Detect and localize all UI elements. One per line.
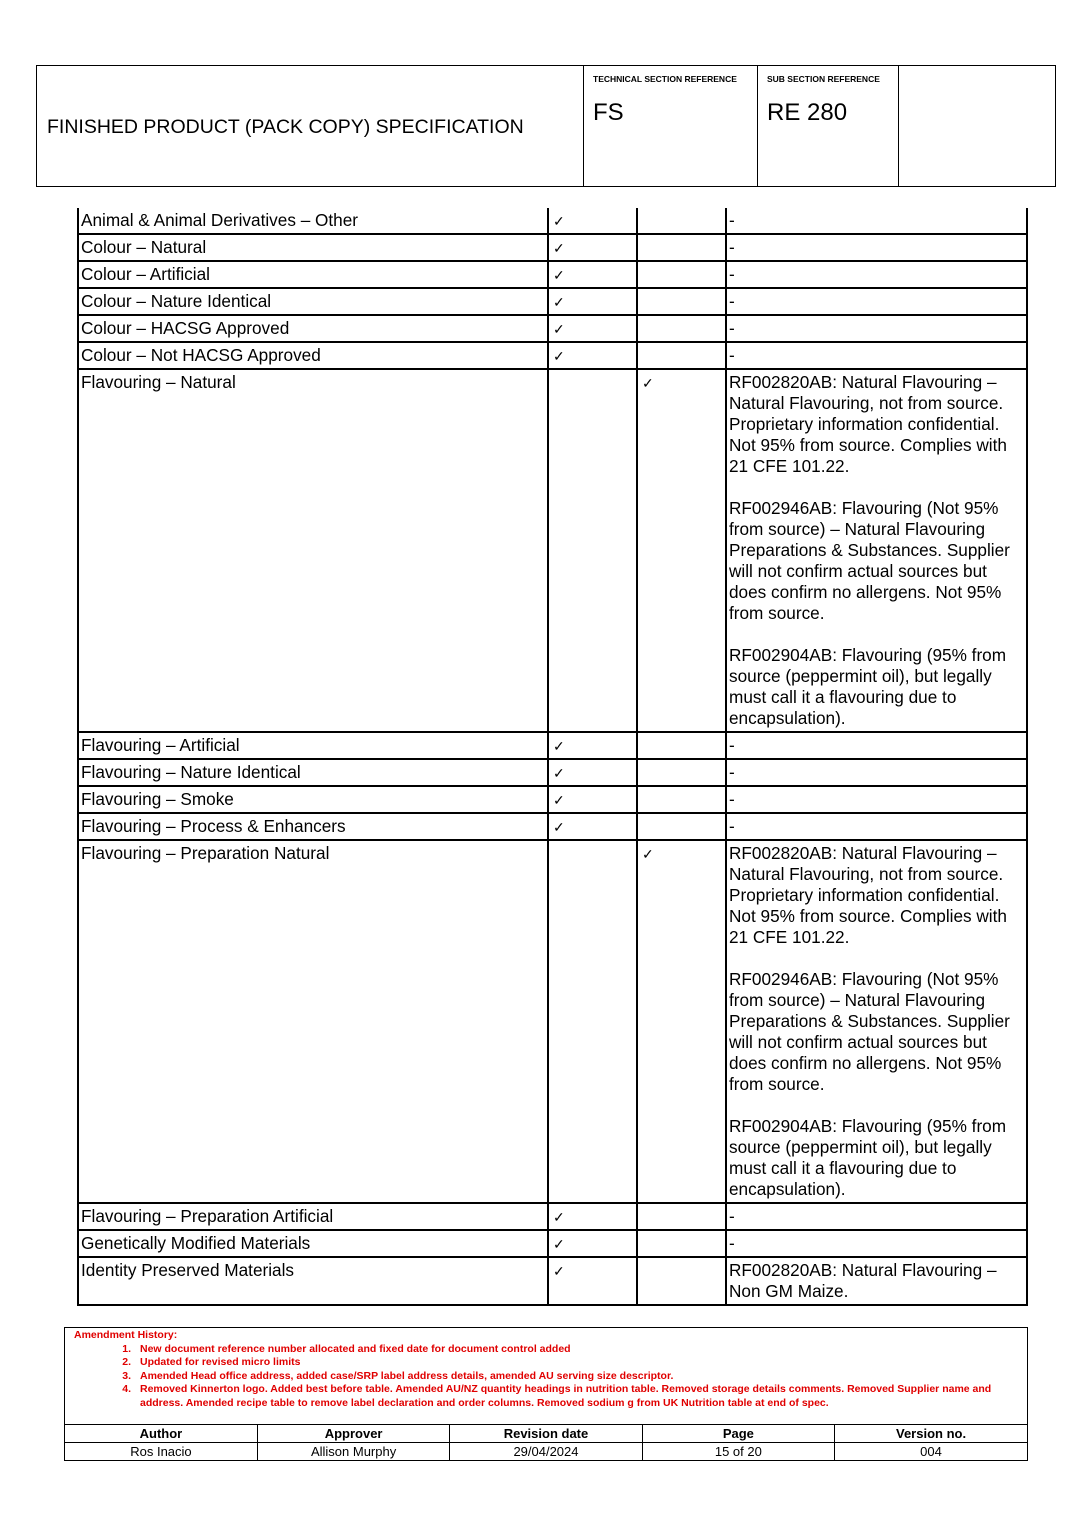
page-heading: Page bbox=[642, 1425, 834, 1443]
material-name: Colour – Natural bbox=[78, 234, 548, 261]
present-cell bbox=[637, 1257, 726, 1305]
amendment-number: 2. bbox=[122, 1356, 131, 1368]
technical-section-value: FS bbox=[593, 99, 624, 126]
present-cell bbox=[637, 342, 726, 369]
amendment-text: New document reference number allocated and fixed date for document control added bbox=[140, 1342, 571, 1355]
present-cell bbox=[637, 759, 726, 786]
comment-paragraph: RF002904AB: Flavouring (95% from source (peppermint oil), but legally must call it a flavouring due to encapsulation). bbox=[729, 1116, 1007, 1199]
present-cell bbox=[637, 369, 726, 732]
absent-cell bbox=[548, 288, 637, 315]
absent-cell bbox=[548, 234, 637, 261]
amendment-number: 4. bbox=[122, 1383, 131, 1395]
absent-cell bbox=[548, 759, 637, 786]
material-name: Flavouring – Smoke bbox=[78, 786, 548, 813]
present-cell bbox=[637, 732, 726, 759]
amendment-item bbox=[74, 1343, 1018, 1357]
technical-section-reference bbox=[583, 66, 758, 186]
table-row bbox=[78, 261, 1027, 288]
table-row bbox=[78, 1230, 1027, 1257]
comment-cell bbox=[726, 759, 1027, 786]
comment-cell bbox=[726, 315, 1027, 342]
specification-table bbox=[77, 208, 1028, 1306]
tick-icon: ✓ bbox=[553, 1236, 565, 1252]
document-header bbox=[36, 65, 1056, 187]
signoff-header-row bbox=[65, 1425, 1027, 1443]
present-cell bbox=[637, 786, 726, 813]
present-cell bbox=[637, 813, 726, 840]
comment-cell bbox=[726, 1257, 1027, 1305]
sub-section-label: SUB SECTION REFERENCE bbox=[767, 74, 880, 84]
material-name: Flavouring – Nature Identical bbox=[78, 759, 548, 786]
material-name: Flavouring – Preparation Artificial bbox=[78, 1203, 548, 1230]
table-row bbox=[78, 840, 1027, 1203]
material-name: Animal & Animal Derivatives – Other bbox=[78, 208, 548, 234]
table-row bbox=[78, 786, 1027, 813]
comment-paragraph: - bbox=[729, 816, 735, 836]
amendment-item bbox=[74, 1356, 1018, 1370]
tick-icon: ✓ bbox=[553, 321, 565, 337]
table-row bbox=[78, 732, 1027, 759]
amendment-title: Amendment History: bbox=[74, 1329, 178, 1341]
present-cell bbox=[637, 261, 726, 288]
comment-paragraph: - bbox=[729, 210, 735, 230]
comment-paragraph: RF002820AB: Natural Flavouring – Non GM Maize. bbox=[729, 1260, 997, 1301]
author-heading: Author bbox=[65, 1425, 257, 1443]
amendment-item bbox=[74, 1370, 1018, 1384]
signoff-table bbox=[65, 1424, 1027, 1460]
comment-cell bbox=[726, 342, 1027, 369]
tick-icon: ✓ bbox=[553, 792, 565, 808]
material-name: Identity Preserved Materials bbox=[78, 1257, 548, 1305]
comment-paragraph: - bbox=[729, 291, 735, 311]
table-row bbox=[78, 234, 1027, 261]
table-row bbox=[78, 288, 1027, 315]
material-name: Colour – HACSG Approved bbox=[78, 315, 548, 342]
comment-paragraph: - bbox=[729, 237, 735, 257]
present-cell bbox=[637, 1203, 726, 1230]
comment-cell bbox=[726, 208, 1027, 234]
comment-cell bbox=[726, 840, 1027, 1203]
absent-cell bbox=[548, 840, 637, 1203]
absent-cell bbox=[548, 1203, 637, 1230]
comment-paragraph: - bbox=[729, 789, 735, 809]
amendment-history bbox=[65, 1328, 1027, 1424]
comment-paragraph: - bbox=[729, 318, 735, 338]
absent-cell bbox=[548, 369, 637, 732]
amendment-text: Removed Kinnerton logo. Added best before table. Amended AU/NZ quantity headings in nutrition table. Removed storage details comments. Removed Supplier name and address. Amended recipe table to remove label declaration and order columns. Removed sodium g from UK Nutrition table at end of spec. bbox=[140, 1383, 992, 1409]
author-value: Ros Inacio bbox=[65, 1443, 257, 1461]
tick-icon: ✓ bbox=[642, 846, 654, 862]
absent-cell bbox=[548, 261, 637, 288]
material-name: Colour – Not HACSG Approved bbox=[78, 342, 548, 369]
absent-cell bbox=[548, 813, 637, 840]
amendment-item bbox=[74, 1383, 1018, 1410]
absent-cell bbox=[548, 786, 637, 813]
technical-section-label: TECHNICAL SECTION REFERENCE bbox=[593, 74, 737, 84]
approver-heading: Approver bbox=[257, 1425, 449, 1443]
comment-paragraph: - bbox=[729, 762, 735, 782]
material-name: Colour – Nature Identical bbox=[78, 288, 548, 315]
document-title: FINISHED PRODUCT (PACK COPY) SPECIFICATION bbox=[47, 116, 524, 138]
absent-cell bbox=[548, 315, 637, 342]
present-cell bbox=[637, 315, 726, 342]
tick-icon: ✓ bbox=[642, 375, 654, 391]
approver-value: Allison Murphy bbox=[257, 1443, 449, 1461]
sub-section-reference bbox=[757, 66, 899, 186]
tick-icon: ✓ bbox=[553, 294, 565, 310]
table-row bbox=[78, 1203, 1027, 1230]
document-footer bbox=[64, 1327, 1028, 1461]
material-name: Flavouring – Natural bbox=[78, 369, 548, 732]
amendment-text: Updated for revised micro limits bbox=[140, 1356, 301, 1368]
comment-cell bbox=[726, 732, 1027, 759]
signoff-value-row bbox=[65, 1443, 1027, 1461]
table-row bbox=[78, 813, 1027, 840]
comment-paragraph: - bbox=[729, 345, 735, 365]
revision-date-value: 29/04/2024 bbox=[450, 1443, 642, 1461]
table-row bbox=[78, 369, 1027, 732]
comment-cell bbox=[726, 1203, 1027, 1230]
table-row bbox=[78, 759, 1027, 786]
comment-cell bbox=[726, 786, 1027, 813]
amendment-text: Amended Head office address, added case/SRP label address details, amended AU serving size descriptor. bbox=[140, 1369, 674, 1382]
table-row bbox=[78, 208, 1027, 234]
absent-cell bbox=[548, 732, 637, 759]
amendment-number: 1. bbox=[122, 1342, 131, 1355]
table-row bbox=[78, 342, 1027, 369]
table-row bbox=[78, 315, 1027, 342]
absent-cell bbox=[548, 1257, 637, 1305]
present-cell bbox=[637, 208, 726, 234]
present-cell bbox=[637, 1230, 726, 1257]
comment-cell bbox=[726, 369, 1027, 732]
version-value: 004 bbox=[835, 1443, 1027, 1461]
present-cell bbox=[637, 234, 726, 261]
material-name: Genetically Modified Materials bbox=[78, 1230, 548, 1257]
comment-paragraph: RF002820AB: Natural Flavouring – Natural Flavouring, not from source. Proprietary information confidential. Not 95% from source. Complies with 21 CFE 101.22. bbox=[729, 372, 1007, 476]
comment-paragraph: RF002820AB: Natural Flavouring – Natural Flavouring, not from source. Proprietary information confidential. Not 95% from source. Complies with 21 CFE 101.22. bbox=[729, 843, 1007, 947]
tick-icon: ✓ bbox=[553, 1209, 565, 1225]
amendment-list bbox=[74, 1343, 1018, 1411]
tick-icon: ✓ bbox=[553, 348, 565, 364]
header-blank-cell bbox=[898, 66, 1056, 186]
tick-icon: ✓ bbox=[553, 738, 565, 754]
comment-cell bbox=[726, 234, 1027, 261]
comment-paragraph: - bbox=[729, 1233, 735, 1253]
sub-section-value: RE 280 bbox=[767, 99, 848, 126]
absent-cell bbox=[548, 208, 637, 234]
tick-icon: ✓ bbox=[553, 819, 565, 835]
material-name: Colour – Artificial bbox=[78, 261, 548, 288]
revision-date-heading: Revision date bbox=[450, 1425, 642, 1443]
tick-icon: ✓ bbox=[553, 240, 565, 256]
present-cell bbox=[637, 840, 726, 1203]
comment-cell bbox=[726, 261, 1027, 288]
version-heading: Version no. bbox=[835, 1425, 1027, 1443]
amendment-number: 3. bbox=[122, 1369, 131, 1382]
material-name: Flavouring – Process & Enhancers bbox=[78, 813, 548, 840]
tick-icon: ✓ bbox=[553, 213, 565, 229]
table-row bbox=[78, 1257, 1027, 1305]
comment-paragraph: RF002946AB: Flavouring (Not 95% from source) – Natural Flavouring Preparations & Substances. Supplier will not confirm actual sources but does confirm no allergens. Not 95% from source. bbox=[729, 498, 1010, 623]
comment-cell bbox=[726, 288, 1027, 315]
absent-cell bbox=[548, 342, 637, 369]
material-name: Flavouring – Preparation Natural bbox=[78, 840, 548, 1203]
comment-paragraph: - bbox=[729, 735, 735, 755]
comment-paragraph: RF002946AB: Flavouring (Not 95% from source) – Natural Flavouring Preparations & Substances. Supplier will not confirm actual sources but does confirm no allergens. Not 95% from source. bbox=[729, 969, 1010, 1094]
tick-icon: ✓ bbox=[553, 267, 565, 283]
comment-paragraph: - bbox=[729, 1206, 735, 1226]
page-value: 15 of 20 bbox=[642, 1443, 834, 1461]
tick-icon: ✓ bbox=[553, 765, 565, 781]
absent-cell bbox=[548, 1230, 637, 1257]
material-name: Flavouring – Artificial bbox=[78, 732, 548, 759]
comment-paragraph: - bbox=[729, 264, 735, 284]
comment-cell bbox=[726, 813, 1027, 840]
tick-icon: ✓ bbox=[553, 1263, 565, 1279]
comment-paragraph: RF002904AB: Flavouring (95% from source (peppermint oil), but legally must call it a flavouring due to encapsulation). bbox=[729, 645, 1007, 728]
comment-cell bbox=[726, 1230, 1027, 1257]
present-cell bbox=[637, 288, 726, 315]
